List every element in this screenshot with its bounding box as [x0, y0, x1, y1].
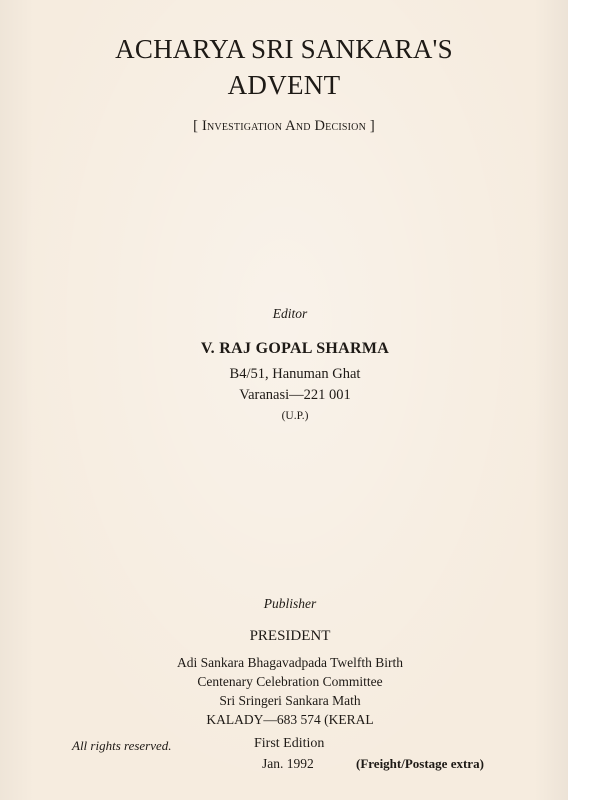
- rights-notice: All rights reserved.: [72, 738, 172, 753]
- publisher-line: KALADY—683 574 (KERAL: [206, 712, 374, 727]
- editor-address-line: B4/51, Hanuman Ghat: [229, 366, 361, 382]
- publisher-title: PRESIDENT: [249, 628, 331, 644]
- editor-address-line: Varanasi—221 001: [239, 387, 351, 403]
- publisher-line: Adi Sankara Bhagavadpada Twelfth Birth: [177, 655, 403, 670]
- book-subtitle: [ Investigation And Decision ]: [193, 118, 375, 134]
- book-title-line-1: ACHARYA SRI SANKARA'S: [115, 34, 453, 64]
- editor-label: Editor: [272, 306, 308, 321]
- publisher-label: Publisher: [263, 596, 317, 611]
- edition-label: First Edition: [254, 736, 325, 751]
- publisher-line: Sri Sringeri Sankara Math: [219, 693, 361, 708]
- editor-name: V. RAJ GOPAL SHARMA: [200, 340, 390, 357]
- book-title-line-2: ADVENT: [227, 70, 341, 100]
- editor-address-line: (U.P.): [281, 410, 309, 422]
- publisher-line: Centenary Celebration Committee: [197, 674, 383, 689]
- freight-note: (Freight/Postage extra): [356, 756, 484, 771]
- edition-date: Jan. 1992: [262, 756, 314, 771]
